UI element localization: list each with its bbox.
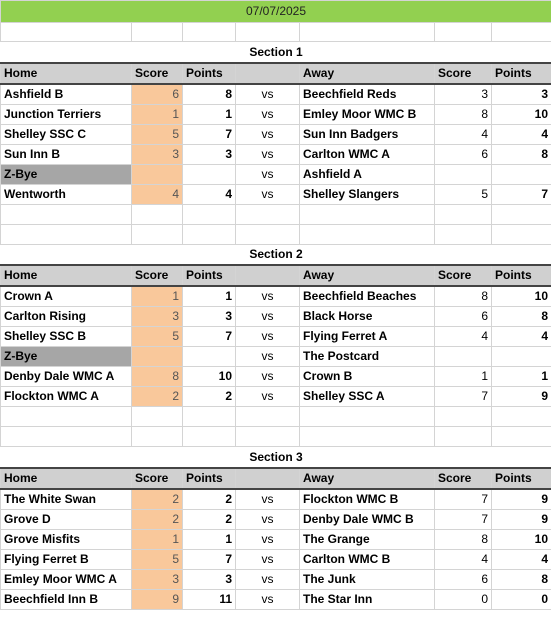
cell[interactable]	[435, 23, 492, 42]
match-row	[1, 529, 551, 549]
cell[interactable]	[1, 23, 132, 42]
section-title[interactable]: Section 3	[249, 449, 303, 464]
home-team[interactable]: Z-Bye	[1, 164, 132, 184]
match-row	[1, 489, 551, 510]
vs-label[interactable]: vs	[236, 509, 300, 529]
home-score[interactable]: 1	[132, 286, 183, 307]
home-team[interactable]: Sun Inn B	[1, 144, 132, 164]
cell[interactable]	[300, 427, 435, 447]
header-away-score[interactable]: Score	[435, 63, 492, 84]
away-score[interactable]: 1	[435, 367, 492, 387]
away-points[interactable]: 9	[492, 489, 551, 510]
match-row	[1, 164, 551, 184]
away-score[interactable]: 4	[435, 124, 492, 144]
away-team[interactable]: Flockton WMC B	[300, 489, 435, 510]
home-team[interactable]: Crown A	[1, 286, 132, 307]
header-row	[1, 63, 551, 84]
home-points[interactable]: 11	[183, 589, 236, 609]
home-team[interactable]: Grove D	[1, 509, 132, 529]
header-vs[interactable]	[236, 265, 300, 286]
away-points[interactable]	[492, 164, 551, 184]
away-score[interactable]: 7	[435, 489, 492, 510]
home-score[interactable]	[132, 347, 183, 367]
section-title-row	[1, 447, 551, 468]
date-row	[1, 1, 551, 23]
header-away-points[interactable]: Points	[492, 468, 551, 489]
home-score[interactable]: 9	[132, 589, 183, 609]
vs-label[interactable]: vs	[236, 387, 300, 407]
away-team[interactable]: The Star Inn	[300, 589, 435, 609]
away-team[interactable]: Flying Ferret A	[300, 327, 435, 347]
header-away-score[interactable]: Score	[435, 265, 492, 286]
vs-label[interactable]: vs	[236, 327, 300, 347]
home-score[interactable]: 6	[132, 84, 183, 105]
away-team[interactable]: Denby Dale WMC B	[300, 509, 435, 529]
away-points[interactable]: 7	[492, 184, 551, 204]
home-team[interactable]: Shelley SSC C	[1, 124, 132, 144]
cell[interactable]	[1, 224, 132, 244]
home-team[interactable]: Wentworth	[1, 184, 132, 204]
away-team[interactable]: Beechfield Reds	[300, 84, 435, 105]
blank-row	[1, 204, 551, 224]
home-points[interactable]	[183, 347, 236, 367]
away-score[interactable]: 6	[435, 144, 492, 164]
home-team[interactable]: Junction Terriers	[1, 104, 132, 124]
away-score[interactable]	[435, 164, 492, 184]
cell[interactable]	[300, 224, 435, 244]
match-row	[1, 589, 551, 609]
home-score[interactable]: 3	[132, 569, 183, 589]
away-score[interactable]: 6	[435, 307, 492, 327]
away-points[interactable]: 0	[492, 589, 551, 609]
home-team[interactable]: Z-Bye	[1, 347, 132, 367]
away-team[interactable]: Emley Moor WMC B	[300, 104, 435, 124]
home-score[interactable]: 2	[132, 509, 183, 529]
away-points[interactable]	[492, 347, 551, 367]
away-team[interactable]: The Grange	[300, 529, 435, 549]
cell[interactable]	[236, 23, 300, 42]
match-row	[1, 124, 551, 144]
section-title-row	[1, 42, 551, 63]
match-row	[1, 509, 551, 529]
home-points[interactable]: 10	[183, 367, 236, 387]
home-points[interactable]: 7	[183, 549, 236, 569]
cell[interactable]	[435, 224, 492, 244]
home-team[interactable]: Carlton Rising	[1, 307, 132, 327]
away-team[interactable]: Black Horse	[300, 307, 435, 327]
vs-label[interactable]: vs	[236, 307, 300, 327]
away-score[interactable]: 0	[435, 589, 492, 609]
match-row	[1, 387, 551, 407]
cell[interactable]	[300, 204, 435, 224]
home-team[interactable]: Ashfield B	[1, 84, 132, 105]
home-points[interactable]: 8	[183, 84, 236, 105]
match-row	[1, 549, 551, 569]
header-away[interactable]: Away	[300, 63, 435, 84]
header-vs[interactable]	[236, 63, 300, 84]
away-points[interactable]: 10	[492, 104, 551, 124]
away-points[interactable]: 9	[492, 387, 551, 407]
away-score[interactable]	[435, 347, 492, 367]
home-points[interactable]: 2	[183, 489, 236, 510]
away-team[interactable]: Shelley Slangers	[300, 184, 435, 204]
header-away-points[interactable]: Points	[492, 265, 551, 286]
away-team[interactable]: Ashfield A	[300, 164, 435, 184]
blank-row	[1, 224, 551, 244]
home-team[interactable]: Flying Ferret B	[1, 549, 132, 569]
vs-label[interactable]: vs	[236, 164, 300, 184]
cell[interactable]	[492, 224, 551, 244]
cell[interactable]	[300, 407, 435, 427]
away-team[interactable]: Beechfield Beaches	[300, 286, 435, 307]
home-team[interactable]: The White Swan	[1, 489, 132, 510]
away-team[interactable]: The Junk	[300, 569, 435, 589]
home-team[interactable]: Beechfield Inn B	[1, 589, 132, 609]
home-team[interactable]: Denby Dale WMC A	[1, 367, 132, 387]
vs-label[interactable]: vs	[236, 144, 300, 164]
away-score[interactable]: 7	[435, 387, 492, 407]
home-score[interactable]: 3	[132, 307, 183, 327]
away-points[interactable]: 10	[492, 286, 551, 307]
away-points[interactable]: 8	[492, 569, 551, 589]
vs-label[interactable]: vs	[236, 489, 300, 510]
home-points[interactable]: 3	[183, 144, 236, 164]
cell[interactable]	[236, 224, 300, 244]
spacer-row	[1, 23, 551, 42]
cell[interactable]	[492, 23, 551, 42]
cell[interactable]	[435, 427, 492, 447]
blank-row	[1, 407, 551, 427]
home-score[interactable]: 1	[132, 529, 183, 549]
section-title[interactable]: Section 1	[249, 44, 303, 59]
cell[interactable]	[183, 427, 236, 447]
header-home[interactable]: Home	[1, 468, 132, 489]
home-score[interactable]: 5	[132, 124, 183, 144]
header-score[interactable]: Score	[132, 265, 183, 286]
header-home[interactable]: Home	[1, 265, 132, 286]
vs-label[interactable]: vs	[236, 347, 300, 367]
header-vs[interactable]	[236, 468, 300, 489]
home-points[interactable]: 3	[183, 307, 236, 327]
match-row	[1, 104, 551, 124]
cell[interactable]	[1, 204, 132, 224]
vs-label[interactable]: vs	[236, 367, 300, 387]
date-cell[interactable]: 07/07/2025	[1, 1, 551, 23]
header-away-points[interactable]: Points	[492, 63, 551, 84]
cell[interactable]	[492, 427, 551, 447]
away-score[interactable]: 8	[435, 529, 492, 549]
away-points[interactable]: 8	[492, 144, 551, 164]
cell[interactable]	[236, 407, 300, 427]
home-points[interactable]: 3	[183, 569, 236, 589]
cell[interactable]	[492, 204, 551, 224]
header-score[interactable]: Score	[132, 63, 183, 84]
match-row	[1, 569, 551, 589]
away-points[interactable]: 8	[492, 307, 551, 327]
match-row	[1, 327, 551, 347]
cell[interactable]	[132, 224, 183, 244]
match-row	[1, 184, 551, 204]
away-team[interactable]: The Postcard	[300, 347, 435, 367]
vs-label[interactable]: vs	[236, 104, 300, 124]
home-points[interactable]: 1	[183, 104, 236, 124]
cell[interactable]	[1, 427, 132, 447]
section-title[interactable]: Section 2	[249, 247, 303, 261]
cell[interactable]	[300, 23, 435, 42]
header-home[interactable]: Home	[1, 63, 132, 84]
home-score[interactable]: 3	[132, 144, 183, 164]
match-row	[1, 307, 551, 327]
away-score[interactable]: 8	[435, 104, 492, 124]
vs-label[interactable]: vs	[236, 124, 300, 144]
match-row	[1, 367, 551, 387]
cell[interactable]	[132, 407, 183, 427]
vs-label[interactable]: vs	[236, 549, 300, 569]
away-points[interactable]: 4	[492, 327, 551, 347]
home-points[interactable]: 7	[183, 124, 236, 144]
away-score[interactable]: 3	[435, 84, 492, 105]
cell[interactable]	[236, 427, 300, 447]
away-points[interactable]: 10	[492, 529, 551, 549]
away-team[interactable]: Carlton WMC B	[300, 549, 435, 569]
home-points[interactable]: 2	[183, 509, 236, 529]
home-score[interactable]: 5	[132, 327, 183, 347]
match-row	[1, 286, 551, 307]
vs-label[interactable]: vs	[236, 84, 300, 105]
home-score[interactable]: 8	[132, 367, 183, 387]
home-score[interactable]: 5	[132, 549, 183, 569]
away-points[interactable]: 4	[492, 124, 551, 144]
header-score[interactable]: Score	[132, 468, 183, 489]
home-points[interactable]: 4	[183, 184, 236, 204]
header-away[interactable]: Away	[300, 265, 435, 286]
cell[interactable]	[1, 407, 132, 427]
header-away-score[interactable]: Score	[435, 468, 492, 489]
cell[interactable]	[435, 204, 492, 224]
cell[interactable]	[132, 427, 183, 447]
home-score[interactable]: 2	[132, 387, 183, 407]
home-team[interactable]: Flockton WMC A	[1, 387, 132, 407]
vs-label[interactable]: vs	[236, 589, 300, 609]
home-team[interactable]: Shelley SSC B	[1, 327, 132, 347]
vs-label[interactable]: vs	[236, 286, 300, 307]
away-score[interactable]: 6	[435, 569, 492, 589]
cell[interactable]	[132, 204, 183, 224]
home-points[interactable]	[183, 164, 236, 184]
away-team[interactable]: Shelley SSC A	[300, 387, 435, 407]
cell[interactable]	[183, 224, 236, 244]
home-score[interactable]: 4	[132, 184, 183, 204]
cell[interactable]	[183, 407, 236, 427]
away-points[interactable]: 3	[492, 84, 551, 105]
header-row	[1, 265, 551, 286]
section-title-row	[1, 244, 551, 265]
cell[interactable]	[435, 407, 492, 427]
cell[interactable]	[236, 204, 300, 224]
home-points[interactable]: 2	[183, 387, 236, 407]
away-score[interactable]: 7	[435, 509, 492, 529]
match-row	[1, 144, 551, 164]
away-points[interactable]: 9	[492, 509, 551, 529]
vs-label[interactable]: vs	[236, 569, 300, 589]
home-points[interactable]: 1	[183, 286, 236, 307]
cell[interactable]	[183, 23, 236, 42]
header-points[interactable]: Points	[183, 265, 236, 286]
away-team[interactable]: Sun Inn Badgers	[300, 124, 435, 144]
away-score[interactable]: 8	[435, 286, 492, 307]
cell[interactable]	[183, 204, 236, 224]
vs-label[interactable]: vs	[236, 184, 300, 204]
away-team[interactable]: Crown B	[300, 367, 435, 387]
home-points[interactable]: 7	[183, 327, 236, 347]
match-row	[1, 347, 551, 367]
away-score[interactable]: 4	[435, 327, 492, 347]
away-points[interactable]: 4	[492, 549, 551, 569]
header-points[interactable]: Points	[183, 468, 236, 489]
away-points[interactable]: 1	[492, 367, 551, 387]
away-team[interactable]: Carlton WMC A	[300, 144, 435, 164]
match-row	[1, 84, 551, 105]
header-row	[1, 468, 551, 489]
home-points[interactable]: 1	[183, 529, 236, 549]
blank-row	[1, 427, 551, 447]
away-score[interactable]: 5	[435, 184, 492, 204]
home-score[interactable]	[132, 164, 183, 184]
cell[interactable]	[492, 407, 551, 427]
home-team[interactable]: Emley Moor WMC A	[1, 569, 132, 589]
home-team[interactable]: Grove Misfits	[1, 529, 132, 549]
home-score[interactable]: 2	[132, 489, 183, 510]
vs-label[interactable]: vs	[236, 529, 300, 549]
away-score[interactable]: 4	[435, 549, 492, 569]
header-points[interactable]: Points	[183, 63, 236, 84]
home-score[interactable]: 1	[132, 104, 183, 124]
header-away[interactable]: Away	[300, 468, 435, 489]
cell[interactable]	[132, 23, 183, 42]
